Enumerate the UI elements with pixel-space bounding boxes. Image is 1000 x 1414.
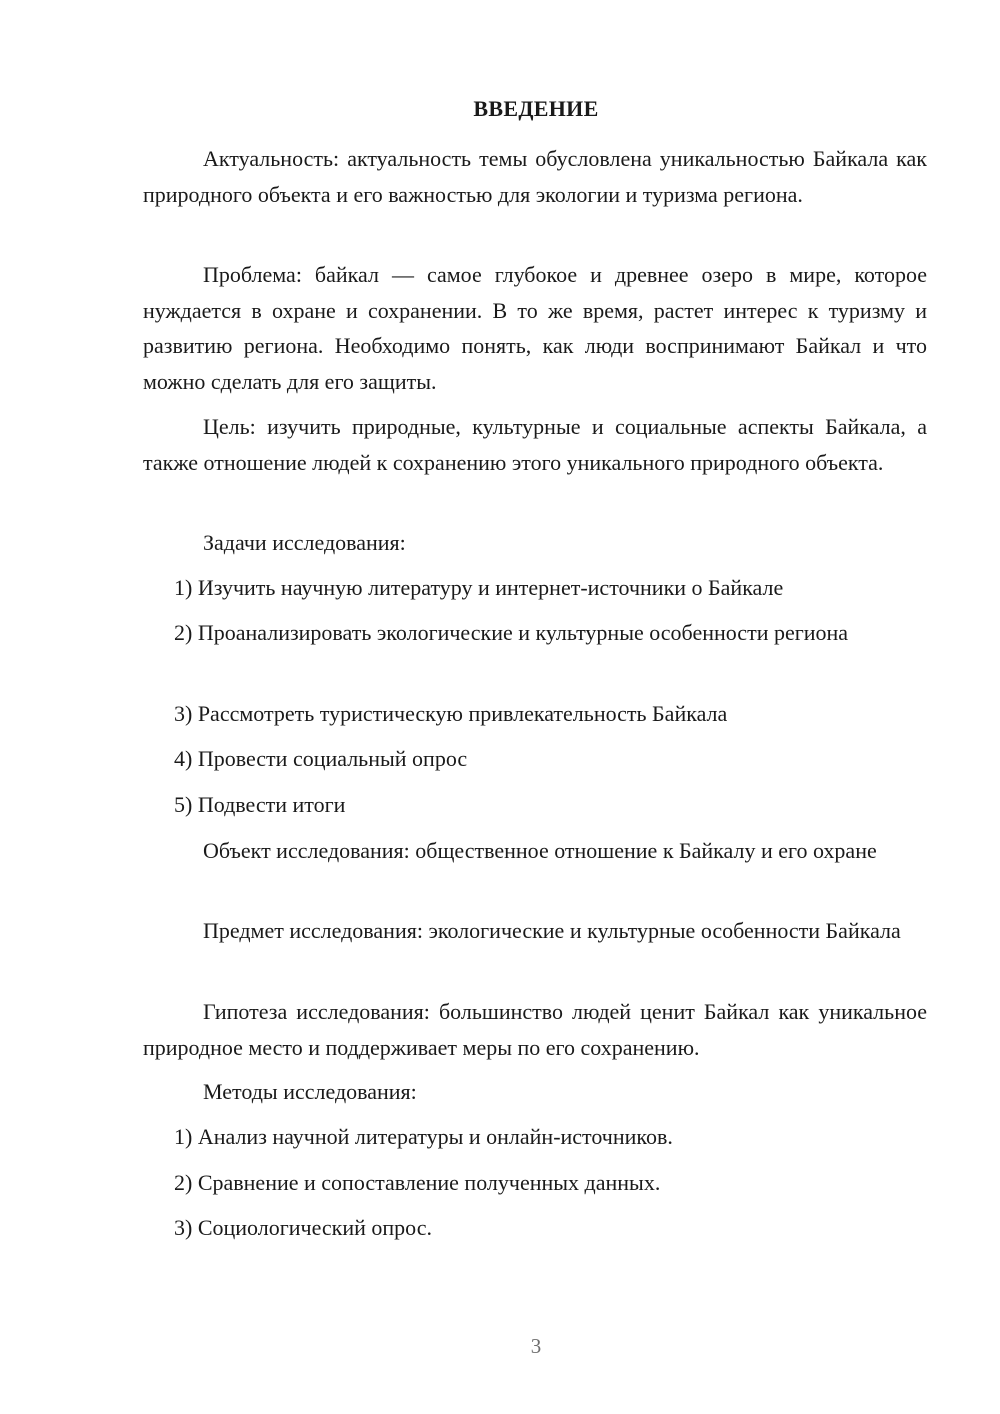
paragraph-problem: Проблема: байкал — самое глубокое и древнее озеро в мире, которое нуждается в охране и сохранении. В то же время, растет интерес к туризму и развитию региона. Необходимо понять, как люди воспринимают Байкал и что можно сделать для его защиты.	[143, 262, 927, 394]
paragraph-object: Объект исследования: общественное отношение к Байкалу и его охране	[203, 838, 877, 863]
page-title: ВВЕДЕНИЕ	[473, 96, 599, 121]
methods-heading: Методы исследования:	[203, 1079, 417, 1104]
task-item-5: 5) Подвести итоги	[174, 792, 346, 817]
task-item-4: 4) Провести социальный опрос	[174, 746, 468, 771]
paragraph-goal: Цель: изучить природные, культурные и социальные аспекты Байкала, а также отношение людей к сохранению этого уникального природного объекта.	[143, 414, 927, 475]
task-item-2: 2) Проанализировать экологические и культурные особенности региона	[174, 620, 849, 645]
method-item-2: 2) Сравнение и сопоставление полученных данных.	[174, 1170, 661, 1195]
method-item-3: 3) Социологический опрос.	[174, 1215, 432, 1240]
paragraph-hypothesis: Гипотеза исследования: большинство людей ценит Байкал как уникальное природное место и поддерживает меры по его сохранению.	[143, 999, 927, 1060]
task-item-1: 1) Изучить научную литературу и интернет-источники о Байкале	[174, 575, 784, 600]
tasks-heading: Задачи исследования:	[203, 530, 406, 555]
task-item-3: 3) Рассмотреть туристическую привлекательность Байкала	[174, 701, 728, 726]
paragraph-subject: Предмет исследования: экологические и культурные особенности Байкала	[203, 918, 901, 943]
method-item-1: 1) Анализ научной литературы и онлайн-источников.	[174, 1124, 673, 1149]
page-number: 3	[530, 1334, 542, 1358]
paragraph-relevance: Актуальность: актуальность темы обусловлена уникальностью Байкала как природного объекта и его важностью для экологии и туризма региона.	[143, 146, 927, 207]
